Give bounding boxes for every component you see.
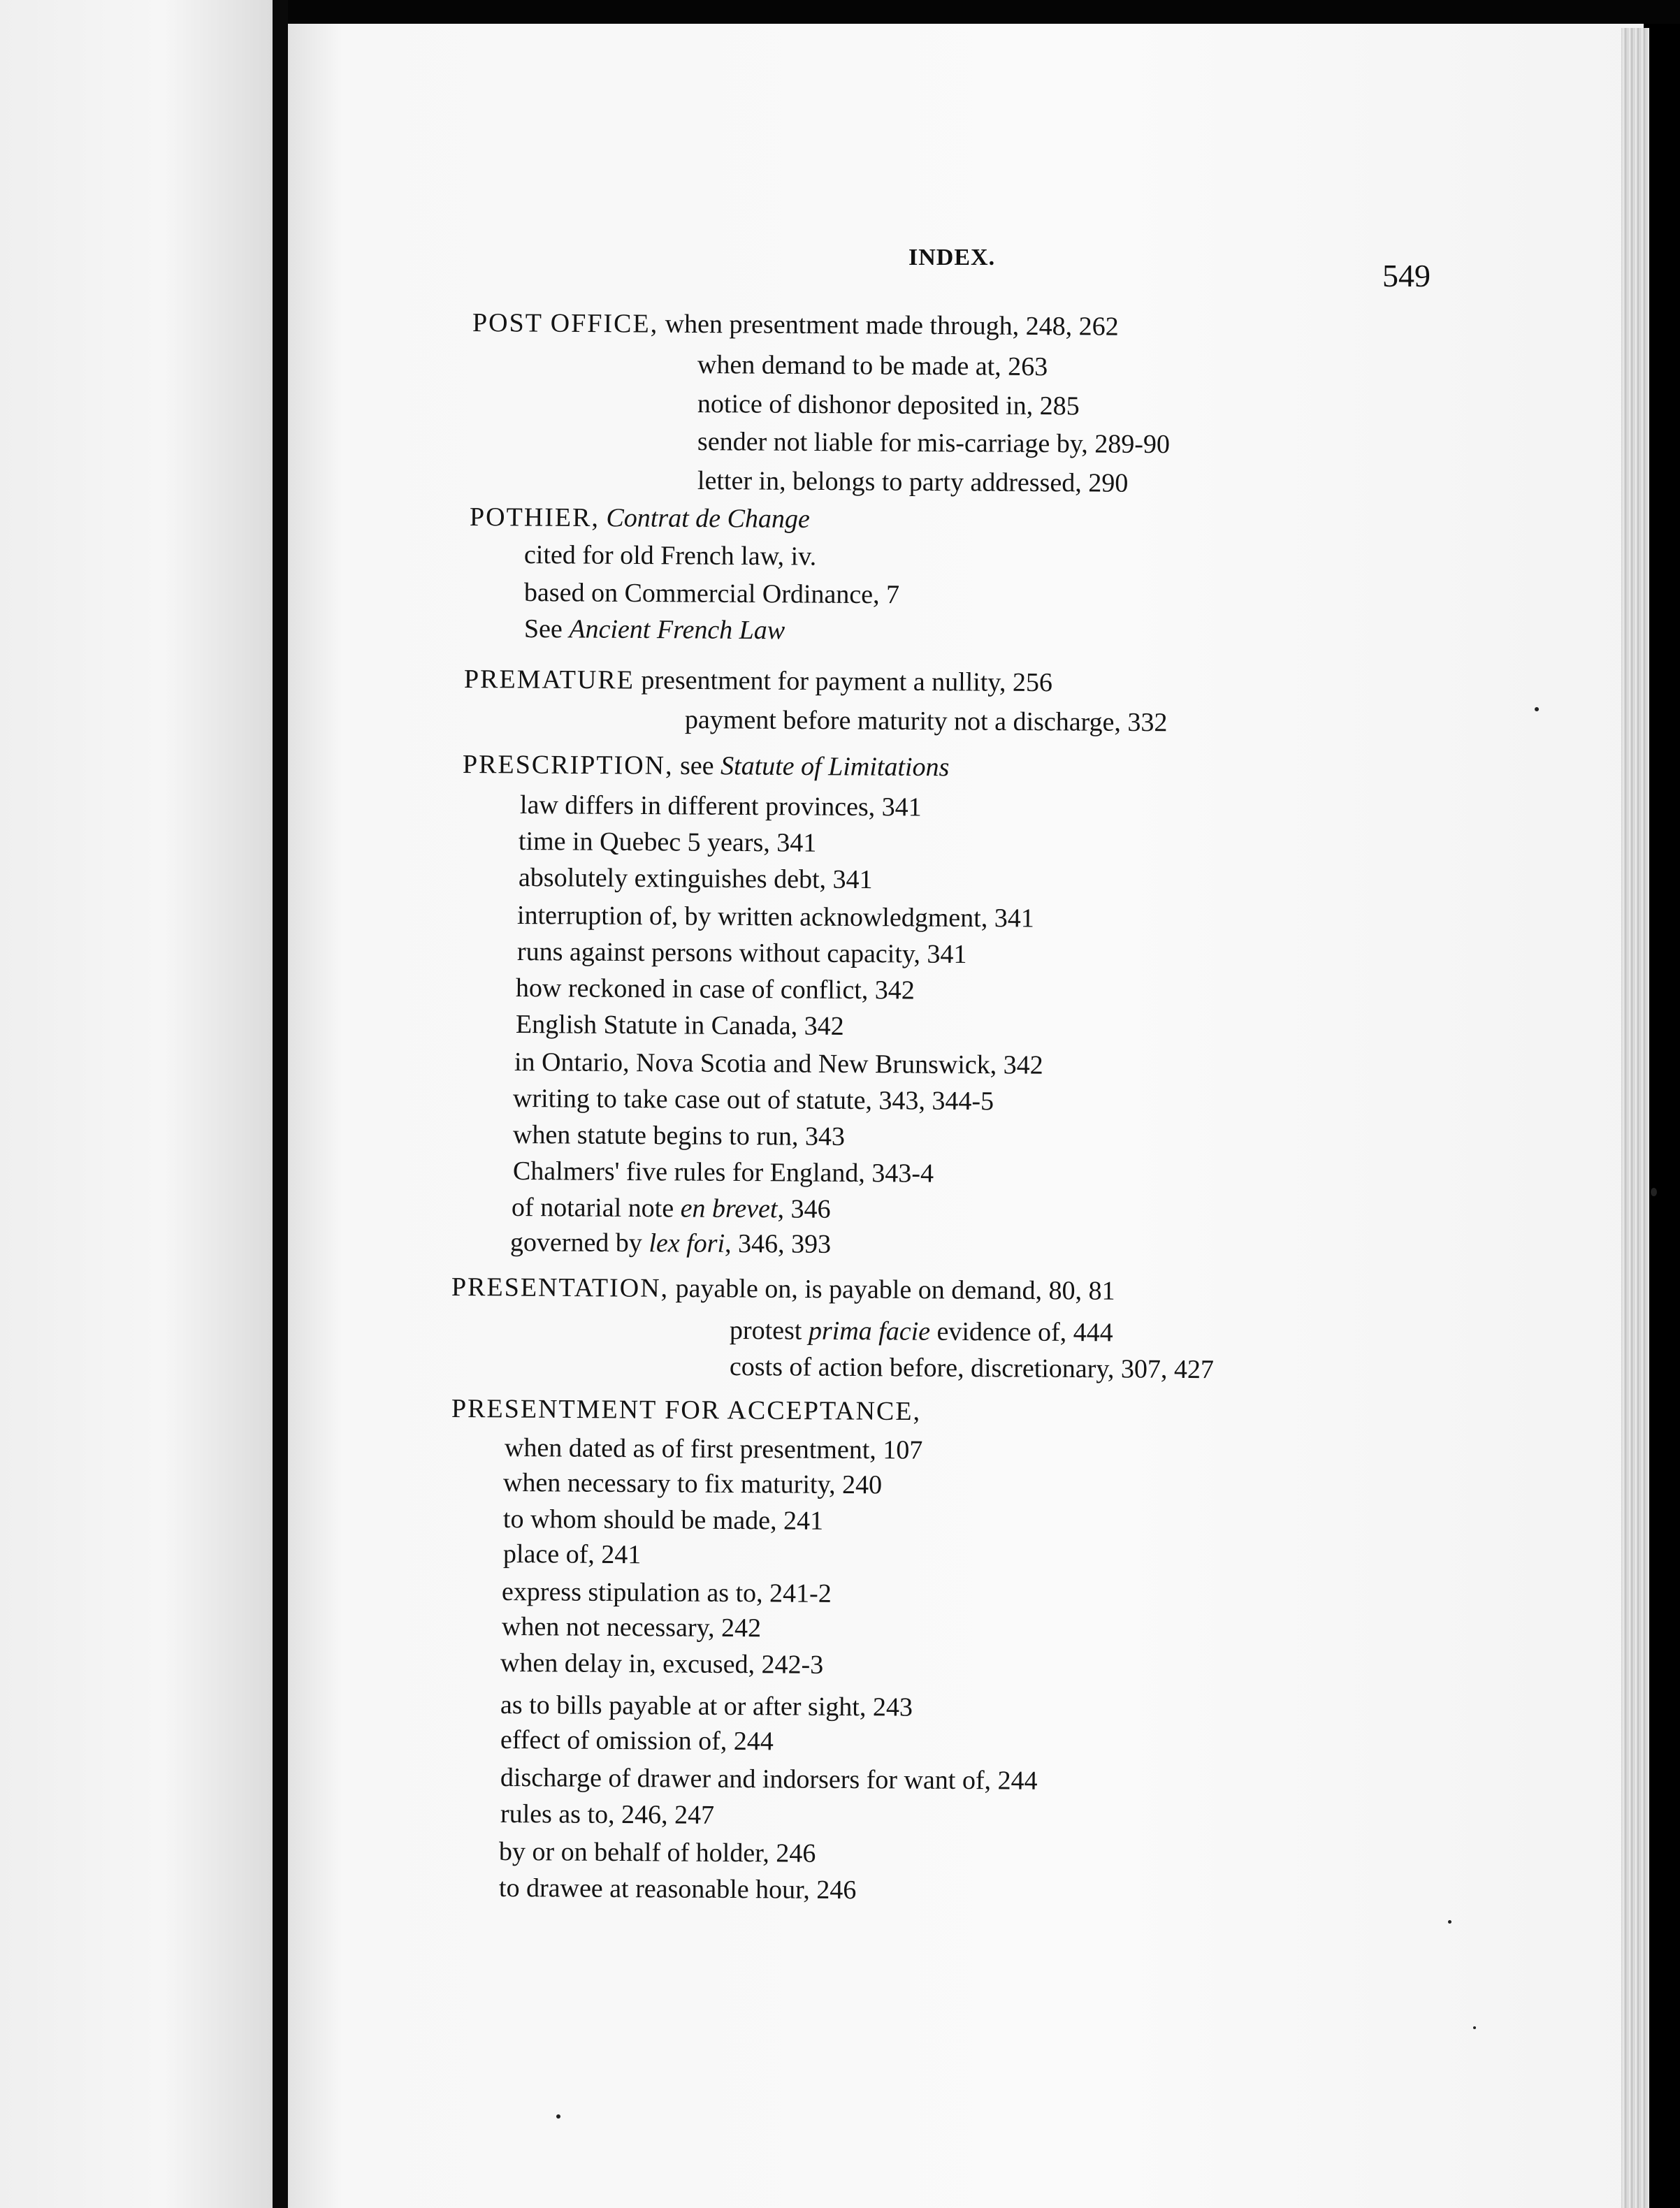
subentry: when not necessary, 242 (501, 1612, 762, 1643)
subentry: sender not liable for mis-carriage by, 289-90 (697, 427, 1171, 460)
subentry: how reckoned in case of conflict, 342 (515, 973, 915, 1005)
entry-heading: POTHIER, (469, 502, 600, 533)
facing-page-edge (0, 0, 273, 2208)
subentry-italic: en brevet (680, 1193, 778, 1224)
subentry: in Ontario, Nova Scotia and New Brunswick, 342 (514, 1047, 1043, 1080)
subentry: as to bills payable at or after sight, 243 (500, 1690, 913, 1722)
subentry: rules as to, 246, 247 (500, 1799, 715, 1830)
subentry-text: of notarial note (511, 1193, 674, 1223)
subentry: notice of dishonor deposited in, 285 (697, 389, 1080, 421)
index-entry (470, 502, 810, 535)
subentry: when statute begins to run, 343 (512, 1120, 846, 1152)
subentry: discharge of drawer and indorsers for want of, 244 (500, 1763, 1038, 1796)
subentry: Chalmers' five rules for England, 343-4 (512, 1156, 934, 1189)
subentry: law differs in different provinces, 341 (519, 790, 922, 822)
entry-heading: PRESENTMENT FOR ACCEPTANCE, (451, 1394, 922, 1427)
subentry: when presentment made through, 248, 262 (665, 309, 1119, 342)
subentry: by or on behalf of holder, 246 (498, 1837, 816, 1868)
entry-heading: PRESENTATION, (451, 1272, 669, 1303)
see-target: Ancient French Law (569, 614, 785, 646)
subentry-text: protest (729, 1316, 802, 1346)
see-target: Statute of Limitations (720, 751, 950, 783)
subentry: payable on, is payable on demand, 80, 81 (675, 1273, 1115, 1306)
subentry (512, 1192, 831, 1225)
subentry: payment before maturity not a discharge, 332 (684, 705, 1168, 738)
subentry-text: governed by (509, 1228, 643, 1258)
entry-heading: POST OFFICE, (472, 308, 659, 339)
subentry: time in Quebec 5 years, 341 (518, 827, 817, 858)
index-entry (463, 749, 950, 783)
speck (1535, 707, 1539, 711)
subentry-italic: Contrat de Change (606, 503, 810, 534)
index-entry (451, 1272, 1115, 1307)
subentry: effect of omission of, 244 (500, 1725, 774, 1757)
subentry-refs: , 346 (777, 1194, 831, 1224)
subentry: to drawee at reasonable hour, 246 (498, 1873, 857, 1905)
subentry: cited for old French law, iv. (523, 540, 817, 572)
index-entry (464, 664, 1052, 698)
subentry: writing to take case out of statute, 343, 344-5 (512, 1084, 994, 1117)
subentry: costs of action before, discretionary, 307, 427 (729, 1352, 1215, 1385)
subentry: when delay in, excused, 242-3 (500, 1648, 824, 1680)
subentry (510, 1227, 831, 1260)
speck (556, 2114, 560, 2119)
subentry: absolutely extinguishes debt, 341 (518, 863, 873, 895)
subentry: place of, 241 (502, 1539, 642, 1570)
entry-heading: PRESCRIPTION, (462, 750, 674, 780)
subentry: when dated as of first presentment, 107 (504, 1433, 923, 1465)
subentry-italic: prima facie (808, 1316, 931, 1346)
book-gutter (273, 0, 288, 2208)
see-label: see (679, 750, 714, 781)
subentry: to whom should be made, 241 (502, 1504, 824, 1536)
index-entry (472, 307, 1119, 342)
running-head: INDEX. (908, 245, 996, 270)
subentry: based on Commercial Ordinance, 7 (523, 578, 900, 610)
subentry: express stipulation as to, 241-2 (501, 1577, 832, 1608)
subentry: interruption of, by written acknowledgment, 341 (516, 901, 1034, 934)
subentry: when demand to be made at, 263 (697, 350, 1048, 382)
speck (1473, 2026, 1476, 2029)
speck (1448, 1920, 1451, 1924)
subentry: when necessary to fix maturity, 240 (502, 1468, 883, 1500)
subentry: letter in, belongs to party addressed, 290 (697, 466, 1129, 498)
subentry: English Statute in Canada, 342 (515, 1010, 844, 1041)
speck (1651, 1188, 1657, 1196)
page-stack-edge (1621, 28, 1649, 2208)
entry-heading: PREMATURE (463, 664, 635, 695)
cross-reference (524, 613, 785, 646)
subentry-text: evidence of, 444 (936, 1316, 1113, 1348)
page-number: 549 (1382, 258, 1431, 293)
subentry-refs: , 346, 393 (724, 1228, 832, 1259)
subentry-italic: lex fori (649, 1228, 725, 1258)
see-label: See (523, 614, 563, 644)
subentry: presentment for payment a nullity, 256 (641, 665, 1053, 698)
subentry: runs against persons without capacity, 341 (516, 937, 967, 969)
scan-top-border (288, 0, 1680, 24)
subentry (730, 1315, 1113, 1348)
